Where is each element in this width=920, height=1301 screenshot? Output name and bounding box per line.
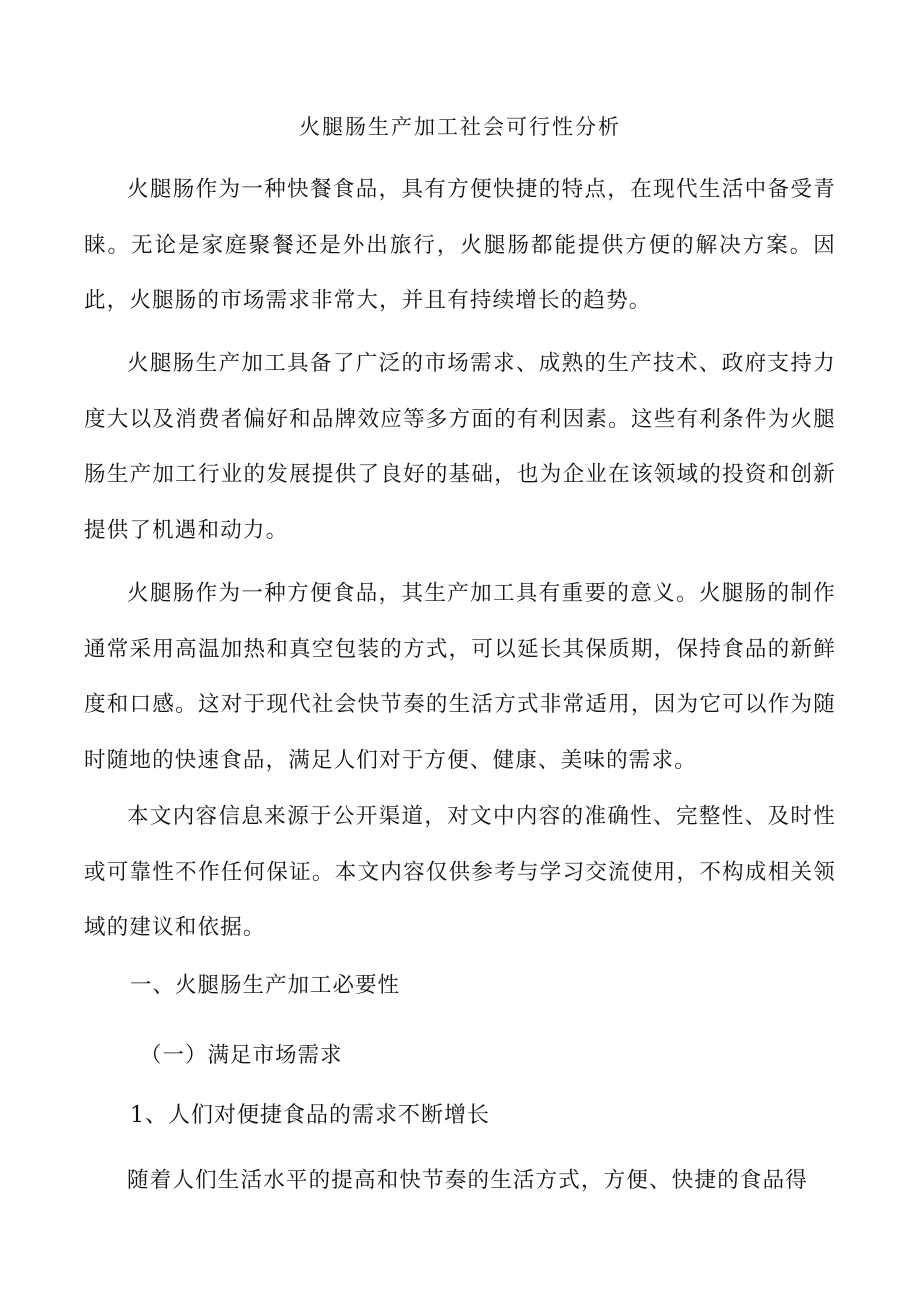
paragraph-significance: 火腿肠作为一种方便食品，其生产加工具有重要的意义。火腿肠的制作通常采用高温加热和真空包装的方式，可以延长其保质期，保持食品的新鲜度和口感。这对于现代社会快节奏的生活方式非常适用，因为它可以作为随时随地的快速食品，满足人们对于方便、健康、美味的需求。 <box>84 581 836 773</box>
paragraph-advantages: 火腿肠生产加工具备了广泛的市场需求、成熟的生产技术、政府支持力度大以及消费者偏好和品牌效应等多方面的有利因素。这些有利条件为火腿肠生产加工行业的发展提供了良好的基础，也为企业在该领域的投资和创新提供了机遇和动力。 <box>84 351 836 543</box>
subsection-heading: （一）满足市场需求 <box>140 1043 343 1068</box>
section-heading: 一、火腿肠生产加工必要性 <box>130 973 401 998</box>
document-title: 火腿肠生产加工社会可行性分析 <box>299 115 621 139</box>
paragraph-demand-growth: 随着人们生活水平的提高和快节奏的生活方式，方便、快捷的食品得 <box>127 1168 809 1193</box>
item-heading: 1、人们对便捷食品的需求不断增长 <box>130 1103 490 1128</box>
paragraph-intro: 火腿肠作为一种快餐食品，具有方便快捷的特点，在现代生活中备受青睐。无论是家庭聚餐还是外出旅行，火腿肠都能提供方便的解决方案。因此，火腿肠的市场需求非常大，并且有持续增长的趋势。 <box>84 177 836 313</box>
paragraph-disclaimer: 本文内容信息来源于公开渠道，对文中内容的准确性、完整性、及时性或可靠性不作任何保证。本文内容仅供参考与学习交流使用，不构成相关领域的建议和依据。 <box>84 804 836 940</box>
